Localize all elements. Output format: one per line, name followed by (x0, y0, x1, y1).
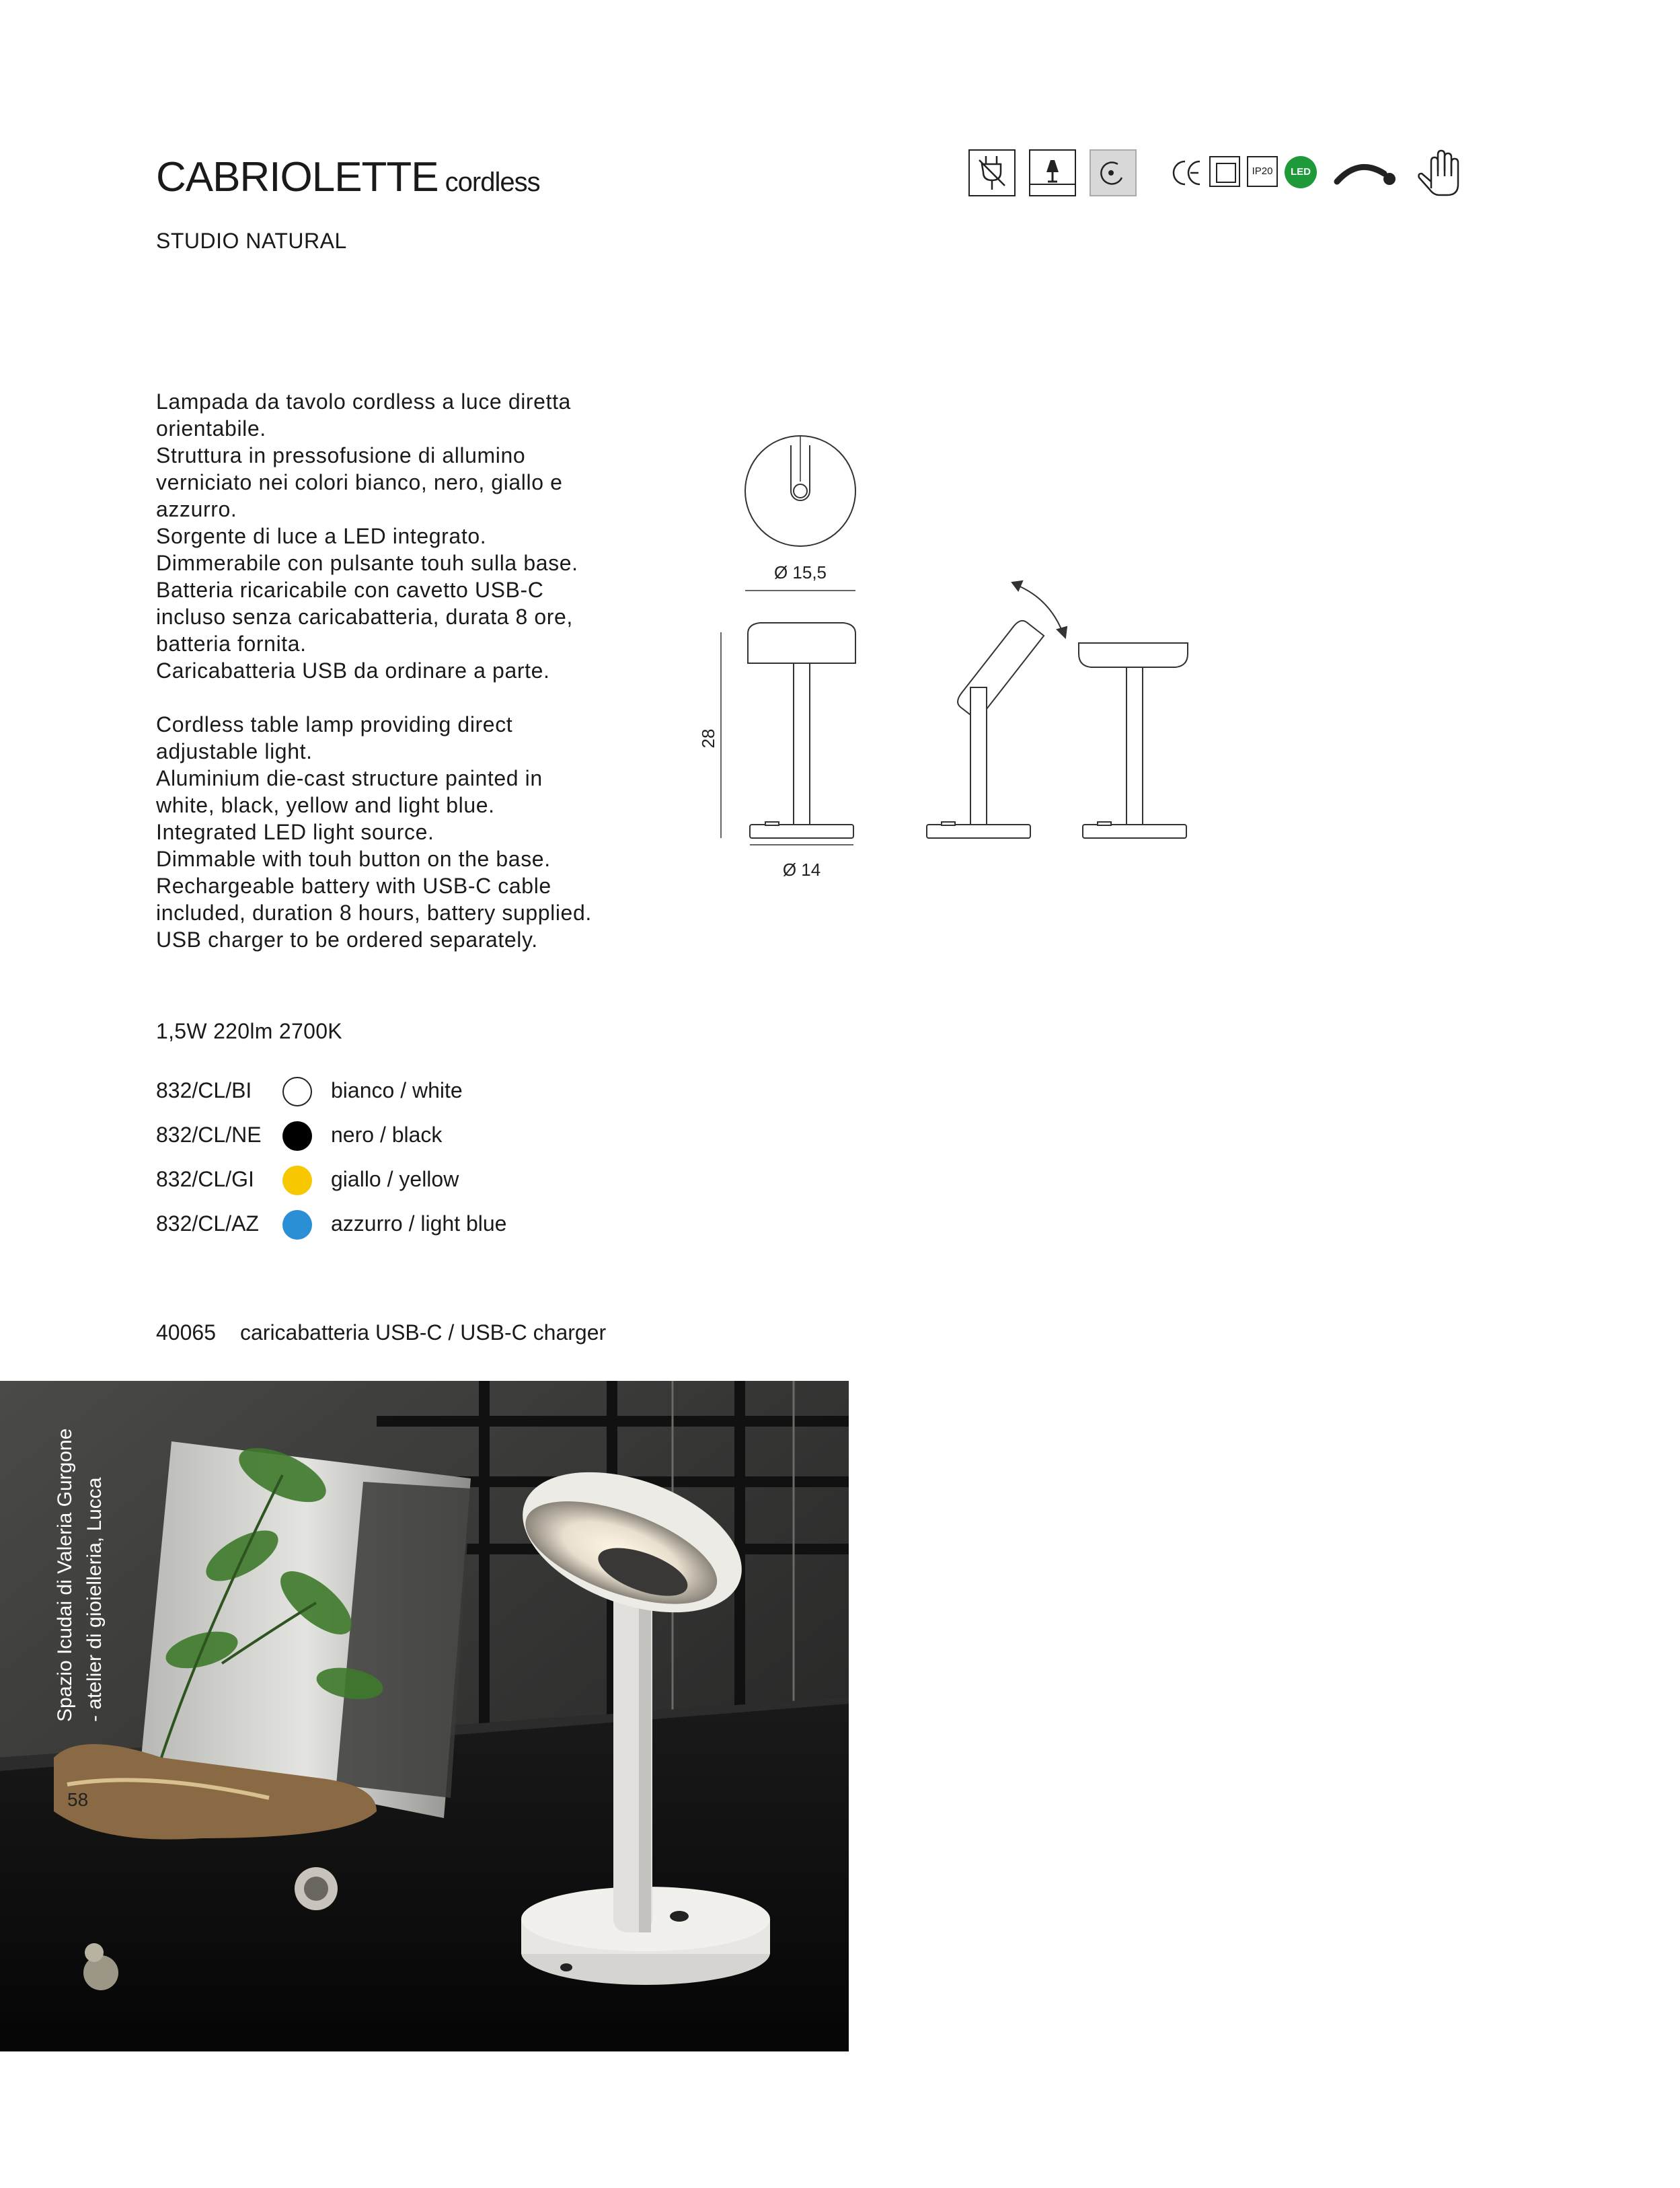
tilted-view-drawing (927, 581, 1067, 838)
ip-rating-icon: IP20 (1247, 156, 1278, 187)
variant-row (156, 1117, 627, 1151)
variant-code: 832/CL/NE (156, 1123, 262, 1147)
accessory-name: caricabatteria USB-C / USB-C charger (239, 1320, 607, 1345)
description-line: batteria fornita. (156, 632, 307, 656)
variant-name: azzurro / light blue (331, 1211, 507, 1236)
variant-name: nero / black (331, 1123, 443, 1147)
description-line: adjustable light. (156, 739, 313, 763)
description-line: Dimmable with touh button on the base. (156, 847, 551, 871)
variant-row (156, 1073, 627, 1106)
led-badge-icon: LED (1285, 156, 1317, 188)
description-english (156, 711, 667, 953)
description-line: Struttura in pressofusione di allumino (156, 443, 526, 467)
description-line: Batteria ricaricabile con cavetto USB-C (156, 578, 544, 602)
description-line: Integrated LED light source. (156, 820, 434, 844)
height-label: 28 (698, 728, 718, 749)
variant-code: 832/CL/BI (156, 1078, 252, 1102)
photo-credit (47, 1399, 114, 1722)
accessory-code: 40065 (156, 1320, 216, 1345)
description-line: Lampada da tavolo cordless a luce diretta (156, 389, 571, 414)
description-line: Sorgente di luce a LED integrato. (156, 524, 487, 548)
description-line: Caricabatteria USB da ordinare a parte. (156, 658, 550, 683)
page-number: 58 (67, 1789, 89, 1810)
variant-row (156, 1162, 627, 1195)
photo-credit-line-1: Spazio Icudai di Valeria Gurgone (54, 1428, 76, 1722)
description-line: azzurro. (156, 497, 237, 521)
photo-credit-line-2: - atelier di gioielleria, Lucca (83, 1477, 106, 1722)
variant-code: 832/CL/AZ (156, 1211, 259, 1236)
white-swatch-icon (282, 1077, 312, 1106)
black-swatch-icon (282, 1121, 312, 1151)
description-line: incluso senza caricabatteria, durata 8 ore, (156, 605, 573, 629)
head-diameter-label: Ø 15,5 (773, 562, 827, 582)
description-line: Rechargeable battery with USB-C cable (156, 874, 551, 898)
product-name: CABRIOLETTE (156, 154, 438, 200)
description-line: included, duration 8 hours, battery supplied. (156, 901, 592, 925)
feature-icons (968, 147, 1466, 200)
variant-row (156, 1206, 627, 1240)
description-line: Dimmerabile con pulsante touh sulla base. (156, 551, 578, 575)
description-italian (156, 388, 667, 684)
variant-code: 832/CL/GI (156, 1167, 254, 1191)
product-title (156, 153, 540, 201)
class-iii-plug-icon (968, 149, 1016, 196)
description-line: Aluminium die-cast structure painted in (156, 766, 543, 790)
dimmer-icon (1090, 149, 1137, 196)
description-line: USB charger to be ordered separately. (156, 928, 538, 952)
light-blue-swatch-icon (282, 1210, 312, 1240)
side-view-drawing (1079, 643, 1188, 838)
description-line: orientabile. (156, 416, 266, 441)
ce-mark-icon (1170, 156, 1204, 190)
front-view-drawing (748, 623, 855, 838)
description-line: verniciato nei colori bianco, nero, giallo e (156, 470, 563, 494)
description-line: Cordless table lamp providing direct (156, 712, 513, 737)
double-insulation-icon (1209, 156, 1240, 187)
product-variant-label: cordless (445, 167, 540, 197)
product-photo (0, 1381, 849, 2051)
technical-drawings (673, 417, 1224, 901)
accessory-line (156, 1320, 606, 1345)
table-lamp-icon (1029, 149, 1076, 196)
description-line: white, black, yellow and light blue. (156, 793, 495, 817)
yellow-swatch-icon (282, 1166, 312, 1195)
adjustable-head-icon (1332, 153, 1399, 194)
base-diameter-label: Ø 14 (782, 860, 821, 880)
variant-name: giallo / yellow (331, 1167, 459, 1191)
top-view-drawing (745, 436, 855, 546)
designer-label: STUDIO NATURAL (156, 229, 347, 253)
touch-hand-icon (1412, 147, 1466, 200)
variant-name: bianco / white (331, 1078, 463, 1102)
light-spec: 1,5W 220lm 2700K (156, 1019, 342, 1043)
